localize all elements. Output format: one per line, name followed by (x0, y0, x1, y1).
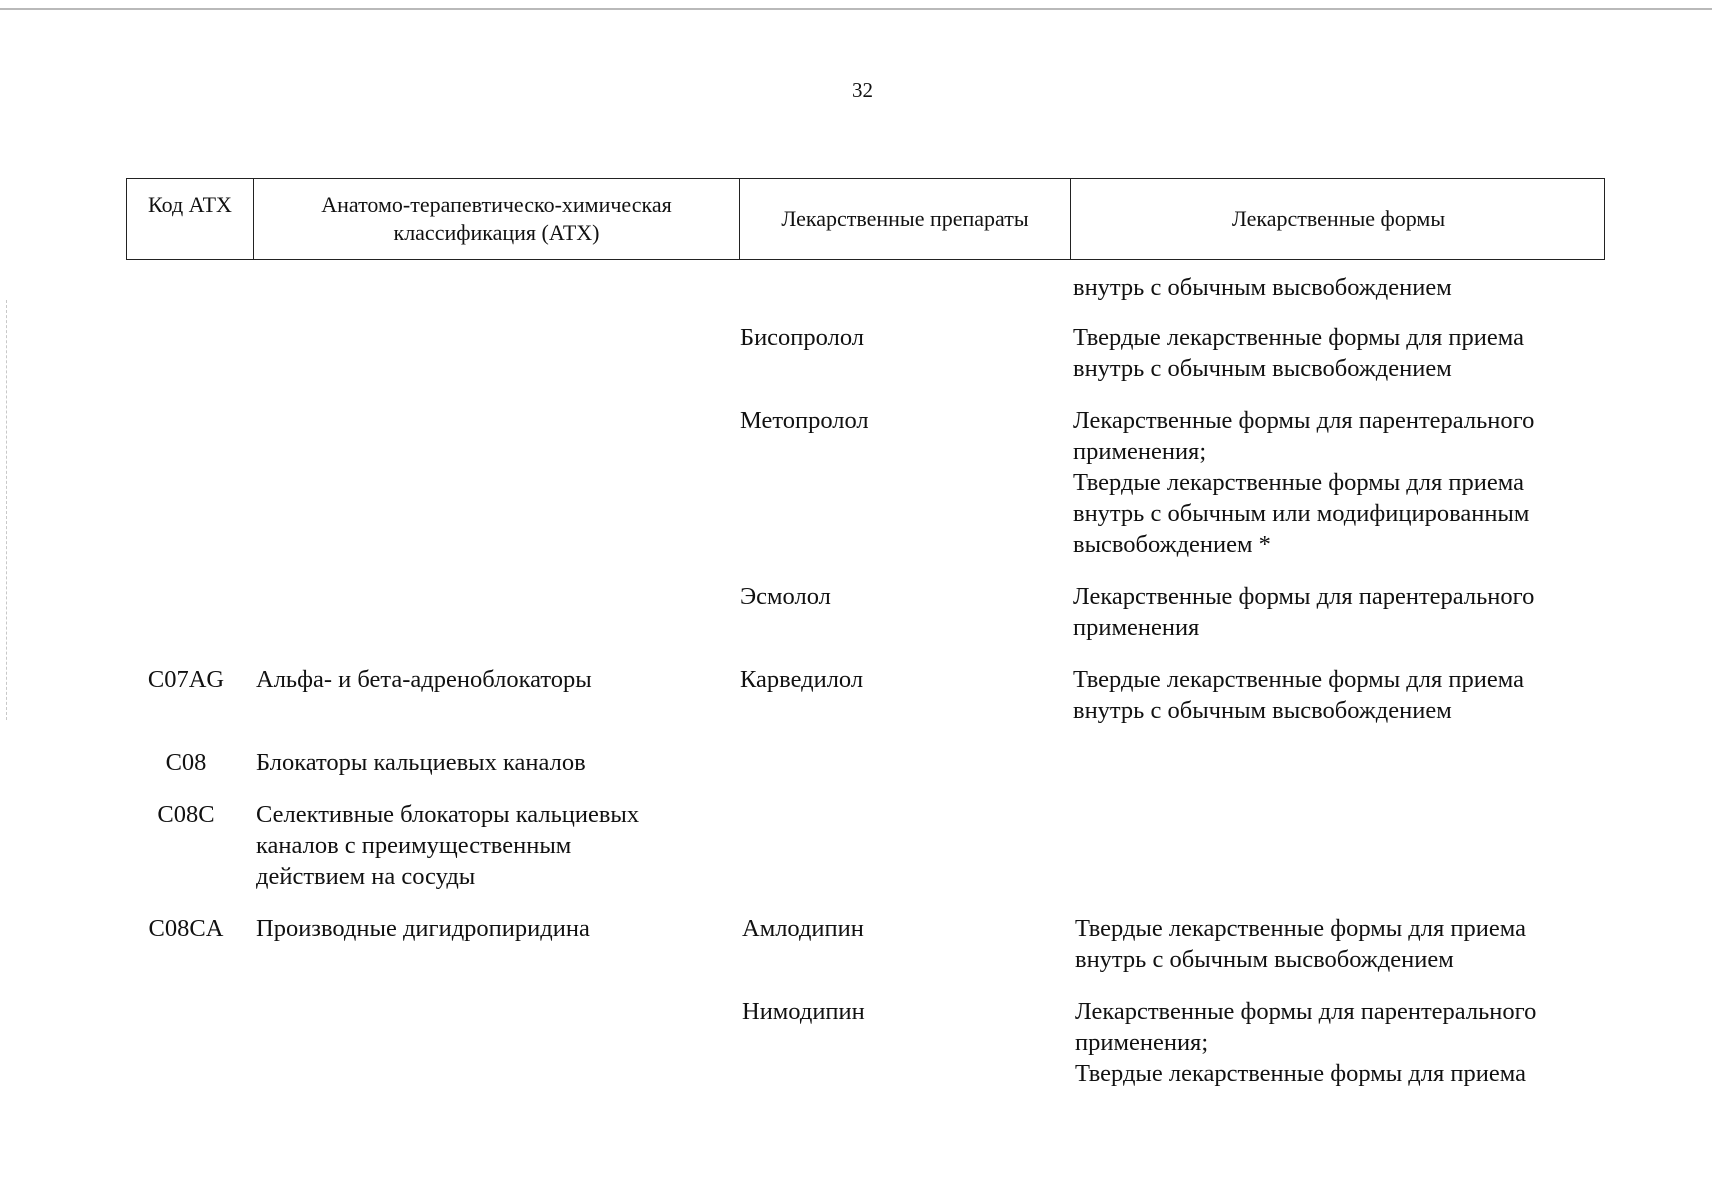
header-code-atx: Код АТХ (127, 179, 254, 259)
form-nimodipine-line1: Лекарственные формы для парентерального (1075, 998, 1537, 1025)
form-bisoprolol-line1: Твердые лекарственные формы для приема (1073, 324, 1524, 351)
form-amlodipine-line2: внутрь с обычным высвобождением (1075, 946, 1454, 973)
class-c08c-line2: каналов с преимущественным (256, 832, 572, 859)
table-header (126, 178, 1605, 260)
scan-edge-left (6, 300, 8, 720)
code-c08ca: C08CA (148, 915, 224, 942)
form-metoprolol-line3: Твердые лекарственные формы для приема (1073, 469, 1524, 496)
code-c07ag: C07AG (147, 666, 225, 693)
form-nimodipine-line2: применения; (1075, 1029, 1209, 1056)
form-carvedilol-line1: Твердые лекарственные формы для приема (1073, 666, 1524, 693)
form-esmolol-line2: применения (1073, 614, 1200, 641)
form-esmolol-line1: Лекарственные формы для парентерального (1073, 583, 1535, 610)
page-number: 32 (852, 78, 873, 102)
form-amlodipine-line1: Твердые лекарственные формы для приема (1075, 915, 1526, 942)
drug-esmolol: Эсмолол (740, 583, 831, 610)
class-c08c-line3: действием на сосуды (256, 863, 476, 890)
form-metoprolol-line1: Лекарственные формы для парентерального (1073, 407, 1535, 434)
form-metoprolol-line4: внутрь с обычным или модифицированным (1073, 500, 1530, 527)
header-atx-classification (254, 179, 740, 259)
form-bisoprolol-line2: внутрь с обычным высвобождением (1073, 355, 1452, 382)
drug-carvedilol: Карведилол (740, 666, 864, 693)
form-nimodipine-line3: Твердые лекарственные формы для приема (1075, 1060, 1526, 1087)
code-c08c: C08C (157, 801, 215, 828)
header-atx-classification-line1: Анатомо-терапевтическо-химическая (321, 192, 672, 217)
scan-edge-top (0, 8, 1712, 10)
drug-nimodipine: Нимодипин (742, 998, 865, 1025)
form-carvedilol-line2: внутрь с обычным высвобождением (1073, 697, 1452, 724)
header-atx-classification-line2: классификация (АТХ) (393, 220, 600, 245)
class-c07ag: Альфа- и бета-адреноблокаторы (256, 666, 592, 693)
drug-bisoprolol: Бисопролол (740, 324, 864, 351)
header-drugs: Лекарственные препараты (740, 179, 1071, 259)
class-c08: Блокаторы кальциевых каналов (256, 749, 586, 776)
drug-amlodipine: Амлодипин (742, 915, 864, 942)
class-c08ca: Производные дигидропиридина (256, 915, 590, 942)
cont-form-line: внутрь с обычным высвобождением (1073, 274, 1452, 301)
header-dosage-forms: Лекарственные формы (1231, 206, 1446, 231)
drug-metoprolol: Метопролол (740, 407, 869, 434)
class-c08c-line1: Селективные блокаторы кальциевых (256, 801, 640, 828)
form-metoprolol-line5: высвобождением * (1073, 531, 1271, 558)
code-c08: C08 (165, 749, 207, 776)
form-metoprolol-line2: применения; (1073, 438, 1207, 465)
